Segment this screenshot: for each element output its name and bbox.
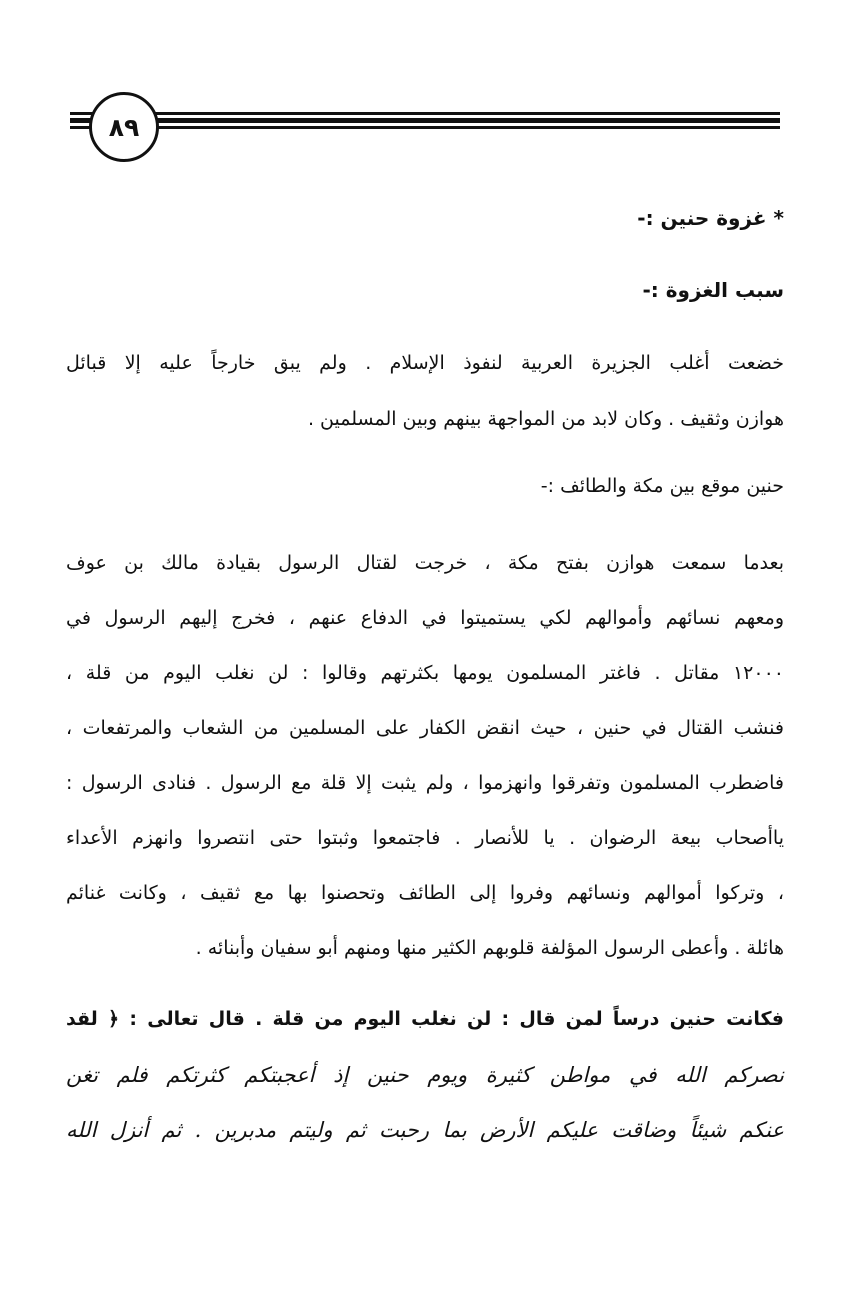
paragraph-2-line-4: فنشب القتال في حنين ، حيث انقض الكفار على المسلمين من الشعاب والمرتفعات ،: [66, 717, 784, 739]
paragraph-3-lead: فكانت حنين درساً لمن قال : لن نغلب اليوم من قلة . قال تعالى : ﴿ لقد: [66, 1008, 784, 1030]
paragraph-1-line-2: هوازن وثقيف . وكان لابد من المواجهة بينهم وبين المسلمين .: [307, 408, 784, 430]
paragraph-2-line-7: ، وتركوا أموالهم ونسائهم وفروا إلى الطائف وتحصنوا بها مع ثقيف ، وكانت غنائم: [66, 882, 784, 904]
section-heading-cause: سبب الغزوة :-: [642, 278, 784, 302]
section-heading-battle: * غزوة حنين :-: [637, 206, 784, 230]
paragraph-2-line-1: بعدما سمعت هوازن بفتح مكة ، خرجت لقتال الرسول بقيادة مالك بن عوف: [66, 552, 784, 574]
page-number: ٨٩: [108, 112, 140, 142]
paragraph-2-line-8: هائلة . وأعطى الرسول المؤلفة قلوبهم الكثير منها ومنهم أبو سفيان وأبنائه .: [195, 937, 784, 959]
header-rule-thick: [70, 118, 780, 123]
paragraph-1-line-1: خضعت أغلب الجزيرة العربية لنفوذ الإسلام . ولم يبق خارجاً عليه إلا قبائل: [66, 352, 784, 374]
paragraph-2-line-5: فاضطرب المسلمون وتفرقوا وانهزموا ، ولم يثبت إلا قلة مع الرسول . فنادى الرسول :: [66, 772, 784, 794]
header-rule-thin-top: [70, 112, 780, 115]
paragraph-2-line-2: ومعهم نسائهم وأموالهم لكي يستميتوا في الدفاع عنهم ، فخرج إليهم الرسول في: [66, 607, 784, 629]
page-number-badge: [89, 92, 159, 162]
quran-verse-line-2: عنكم شيئاً وضاقت عليكم الأرض بما رحبت ثم وليتم مدبرين . ثم أنزل الله: [66, 1118, 784, 1142]
header-rule-band: [70, 112, 780, 129]
paragraph-2-line-3: ١٢٠٠٠ مقاتل . فاغتر المسلمون يومها بكثرتهم وقالوا : لن نغلب اليوم من قلة ،: [66, 662, 784, 684]
quran-verse-line-1: نصركم الله في مواطن كثيرة ويوم حنين إذ أعجبتكم كثرتكم فلم تغن: [66, 1063, 784, 1087]
header-rule-thin-bottom: [70, 126, 780, 129]
location-line: حنين موقع بين مكة والطائف :-: [540, 475, 784, 497]
paragraph-2-line-6: ياأصحاب بيعة الرضوان . يا للأنصار . فاجتمعوا وثبتوا حتى انتصروا وانهزم الأعداء: [66, 827, 784, 849]
